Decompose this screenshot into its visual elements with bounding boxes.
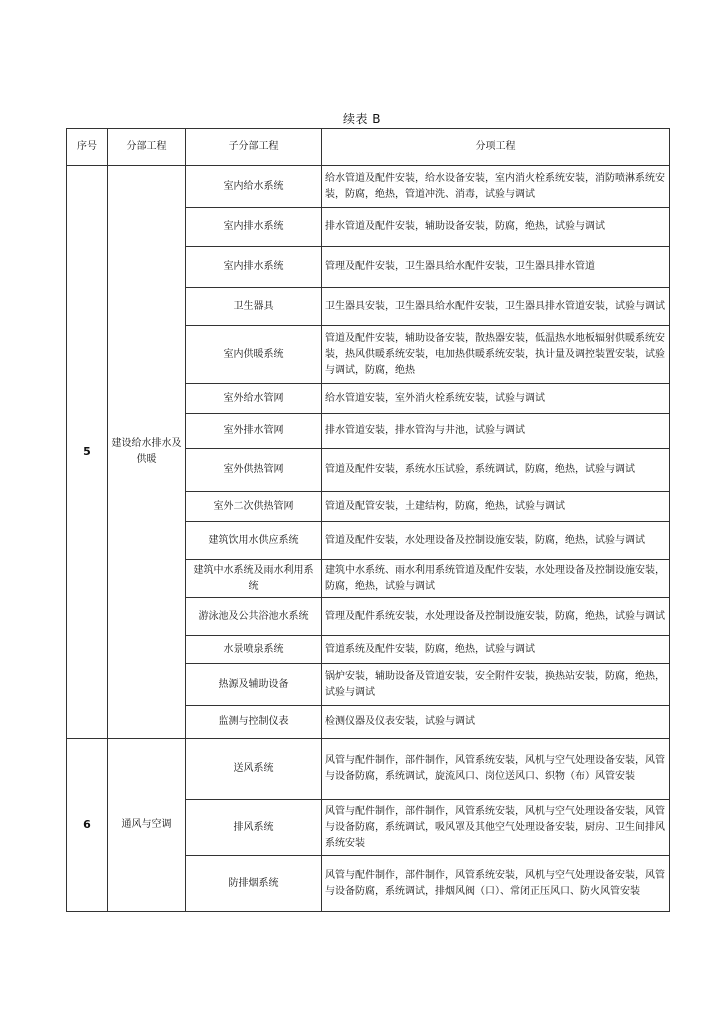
subdivision-cell: 室内供暖系统: [186, 326, 322, 384]
table-title: 续表 B: [342, 112, 382, 126]
items-cell: 管道系统及配件安装，防腐，绝热，试验与调试: [322, 636, 670, 664]
items-cell: 管理及配件系统安装，水处理设备及控制设施安装，防腐，绝热，试验与调试: [322, 598, 670, 636]
subdivision-cell: 送风系统: [186, 739, 322, 800]
items-cell: 给水管道及配件安装，给水设备安装，室内消火栓系统安装，消防喷淋系统安装，防腐，绝热，管道冲洗、消毒，试验与调试: [322, 166, 670, 208]
division-table: [66, 128, 670, 912]
table-row: [67, 739, 670, 800]
header-division: 分部工程: [108, 129, 186, 166]
division-cell: 通风与空调: [108, 739, 186, 912]
subdivision-cell: 室外供热管网: [186, 449, 322, 492]
subdivision-cell: 室内给水系统: [186, 166, 322, 208]
items-cell: 卫生器具安装，卫生器具给水配件安装，卫生器具排水管道安装，试验与调试: [322, 288, 670, 326]
subdivision-cell: 热源及辅助设备: [186, 664, 322, 706]
items-cell: 风管与配件制作，部件制作，风管系统安装，风机与空气处理设备安装，风管与设备防腐，系统调试，旋流风口、岗位送风口、织物（布）风管安装: [322, 739, 670, 800]
subdivision-cell: 水景喷泉系统: [186, 636, 322, 664]
seq-cell: 5: [67, 166, 108, 739]
items-cell: 检测仪器及仪表安装，试验与调试: [322, 706, 670, 739]
items-cell: 建筑中水系统、雨水利用系统管道及配件安装，水处理设备及控制设施安装，防腐，绝热，试验与调试: [322, 560, 670, 598]
subdivision-cell: 排风系统: [186, 800, 322, 856]
subdivision-cell: 室外二次供热管网: [186, 492, 322, 522]
seq-cell: 6: [67, 739, 108, 912]
items-cell: 给水管道安装，室外消火栓系统安装，试验与调试: [322, 384, 670, 414]
table-row: [67, 166, 670, 208]
header-subdivision: 子分部工程: [186, 129, 322, 166]
division-cell: 建设给水排水及供暖: [108, 166, 186, 739]
items-cell: 排水管道及配件安装，辅助设备安装，防腐，绝热，试验与调试: [322, 208, 670, 247]
items-cell: 风管与配件制作，部件制作，风管系统安装，风机与空气处理设备安装，风管与设备防腐，系统调试，排烟风阀（口）、常闭正压风口、防火风管安装: [322, 856, 670, 912]
subdivision-cell: 卫生器具: [186, 288, 322, 326]
items-cell: 管道及配管安装，土建结构，防腐，绝热，试验与调试: [322, 492, 670, 522]
subdivision-cell: 室外排水管网: [186, 414, 322, 449]
items-cell: 管道及配件安装，水处理设备及控制设施安装，防腐，绝热，试验与调试: [322, 522, 670, 560]
items-cell: 管理及配件安装，卫生器具给水配件安装，卫生器具排水管道: [322, 247, 670, 288]
items-cell: 排水管道安装，排水管沟与井池，试验与调试: [322, 414, 670, 449]
items-cell: 管道及配件安装，辅助设备安装，散热器安装，低温热水地板辐射供暖系统安装，热风供暖系统安装，电加热供暖系统安装，执计量及调控装置安装，试验与调试，防腐，绝热: [322, 326, 670, 384]
items-cell: 管道及配件安装，系统水压试验，系统调试，防腐，绝热，试验与调试: [322, 449, 670, 492]
header-seq: 序号: [67, 129, 108, 166]
subdivision-cell: 防排烟系统: [186, 856, 322, 912]
subdivision-cell: 监测与控制仪表: [186, 706, 322, 739]
subdivision-cell: 室内排水系统: [186, 208, 322, 247]
subdivision-cell: 室外给水管网: [186, 384, 322, 414]
header-row: [67, 129, 670, 166]
items-cell: 风管与配件制作，部件制作，风管系统安装，风机与空气处理设备安装，风管与设备防腐，系统调试，吸风罩及其他空气处理设备安装，厨房、卫生间排风系统安装: [322, 800, 670, 856]
header-items: 分项工程: [322, 129, 670, 166]
subdivision-cell: 室内排水系统: [186, 247, 322, 288]
subdivision-cell: 游泳池及公共浴池水系统: [186, 598, 322, 636]
subdivision-cell: 建筑饮用水供应系统: [186, 522, 322, 560]
items-cell: 锅炉安装，辅助设备及管道安装，安全附件安装，换热站安装，防腐，绝热，试验与调试: [322, 664, 670, 706]
subdivision-cell: 建筑中水系统及雨水利用系统: [186, 560, 322, 598]
